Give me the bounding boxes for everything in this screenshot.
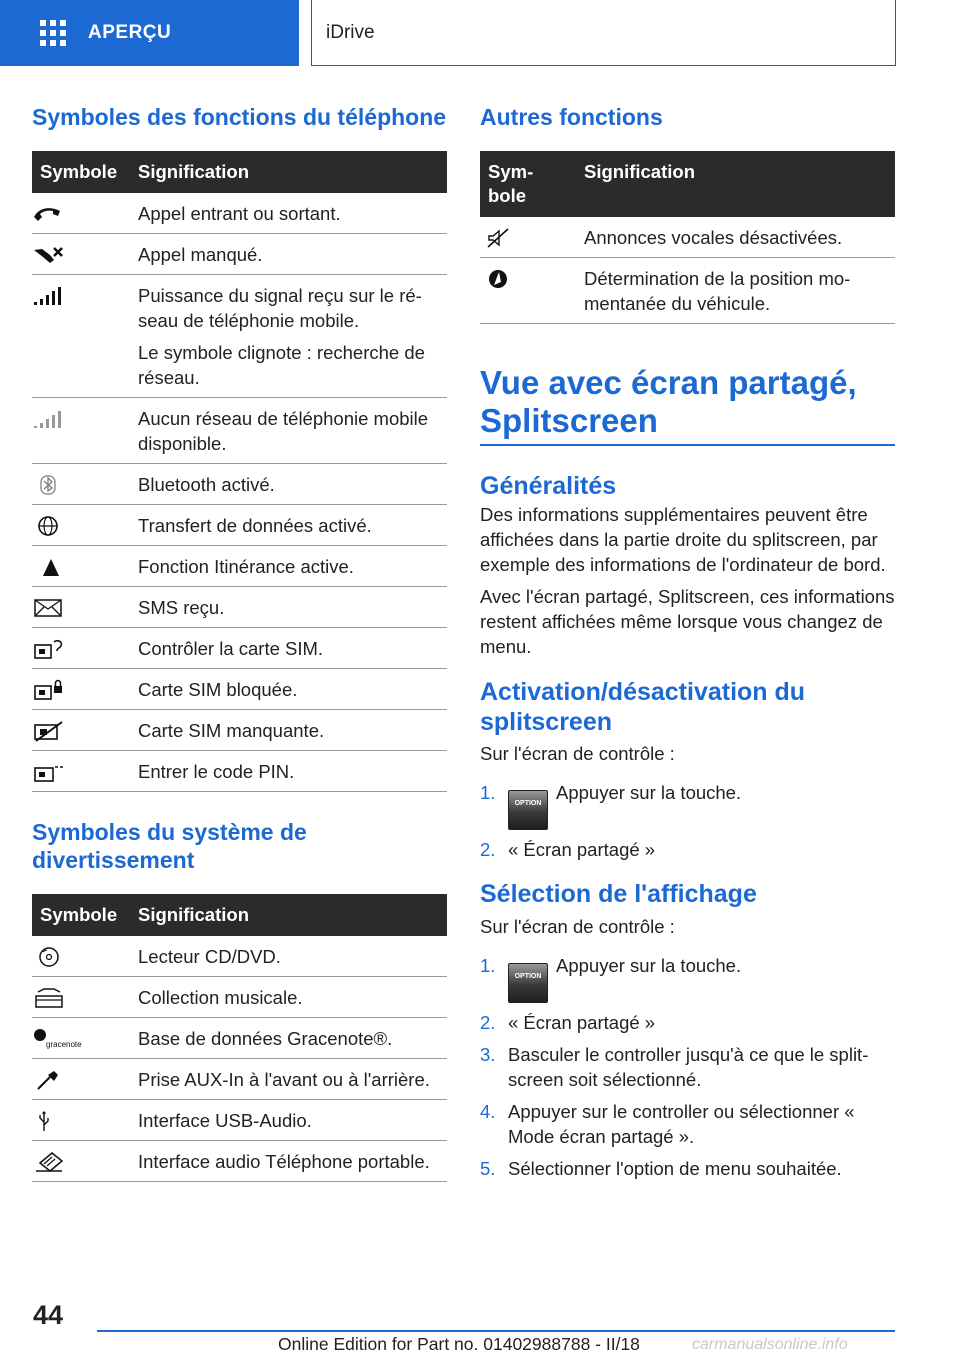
other-functions-heading: Autres fonctions	[480, 104, 663, 130]
table-row	[32, 1018, 447, 1059]
overview-tab-label: APERÇU	[88, 22, 172, 43]
row-text: Puissance du signal reçu sur le réseau de téléphonie mobile.	[138, 285, 422, 331]
other-functions-table	[480, 151, 895, 324]
row-text: Base de données Gracenote®.	[138, 1018, 447, 1059]
col-symbol-header: Symbole	[32, 151, 138, 193]
music-collection-icon	[32, 987, 66, 1009]
row-text: Entrer le code PIN.	[138, 751, 447, 792]
svg-text:gracenote: gracenote	[46, 1040, 82, 1049]
list-item: 2. « Écran partagé »	[480, 839, 656, 860]
table-row	[32, 1141, 447, 1182]
table-row	[32, 628, 447, 669]
col-meaning-header: Signification	[584, 151, 895, 217]
sim-locked-icon	[32, 679, 66, 701]
sim-check-icon	[32, 638, 66, 660]
phone-symbols-table	[32, 151, 447, 792]
activation-heading: Activation/désactivation du splitscreen	[480, 678, 806, 736]
row-text: Aucun réseau de téléphonie mobile disponible.	[138, 398, 447, 464]
watermark: carmanualsonline.info	[692, 1336, 848, 1353]
splitscreen-heading: Vue avec écran partagé, Splitscreen	[480, 364, 857, 439]
phone-symbols-heading: Symboles des fonctions du téléphone	[32, 104, 447, 130]
table-row	[480, 258, 895, 324]
list-item: 2. « Écran partagé »	[480, 1012, 656, 1033]
section-title: iDrive	[311, 0, 896, 66]
table-row	[32, 505, 447, 546]
table-row	[32, 936, 447, 977]
row-text: Carte SIM manquante.	[138, 710, 447, 751]
table-row	[32, 977, 447, 1018]
display-selection-heading: Sélection de l'affichage	[480, 880, 757, 908]
general-paragraph-1: Des informations supplémentaires peuvent être affichées dans la partie droite du splitscreen, par exemple des informations de l'ordinateur de bord.	[480, 504, 886, 575]
roaming-icon	[32, 556, 66, 578]
row-text: Bluetooth activé.	[138, 464, 447, 505]
pin-entry-icon	[32, 761, 66, 783]
activation-intro: Sur l'écran de contrôle :	[480, 743, 675, 764]
cd-dvd-icon	[32, 946, 66, 968]
option-button[interactable]: OPTION	[508, 790, 548, 830]
left-column	[32, 100, 447, 1182]
sim-missing-icon	[32, 720, 66, 742]
phone-audio-icon	[32, 1151, 66, 1173]
display-steps	[480, 953, 895, 1181]
entertainment-symbols-heading: Symboles du système de divertissement	[32, 819, 307, 873]
table-row	[32, 669, 447, 710]
signal-strength-icon	[32, 285, 66, 307]
entertainment-symbols-table	[32, 894, 447, 1182]
table-row	[32, 587, 447, 628]
col-meaning-header: Signification	[138, 894, 447, 936]
activation-steps	[480, 780, 895, 862]
bluetooth-icon	[32, 474, 66, 496]
table-row	[32, 1100, 447, 1141]
position-icon	[486, 268, 520, 290]
general-paragraph-2: Avec l'écran partagé, Splitscreen, ces informations restent affichées même lorsque vous changez de menu.	[480, 586, 895, 657]
right-column	[480, 100, 895, 1188]
gracenote-logo-icon	[32, 1028, 102, 1050]
no-network-icon	[32, 408, 66, 430]
option-button[interactable]: OPTION	[508, 963, 548, 1003]
data-transfer-icon	[32, 515, 66, 537]
voice-muted-icon	[486, 227, 520, 249]
table-row	[32, 464, 447, 505]
row-text: Carte SIM bloquée.	[138, 669, 447, 710]
overview-tab[interactable]	[0, 0, 299, 66]
aux-plug-icon	[32, 1069, 66, 1091]
row-text: Interface USB-Audio.	[138, 1100, 447, 1141]
list-item: 3. Basculer le controller jusqu'à ce que le splitscreen soit sélectionné.	[480, 1044, 869, 1090]
row-text: Lecteur CD/DVD.	[138, 936, 447, 977]
table-row	[32, 193, 447, 234]
table-row	[32, 546, 447, 587]
list-item: 4. Appuyer sur le controller ou sélectionner « Mode écran partagé ».	[480, 1101, 855, 1147]
sms-envelope-icon	[32, 597, 66, 619]
row-text: Appel entrant ou sortant.	[138, 193, 447, 234]
general-heading: Généralités	[480, 472, 617, 500]
row-text: Fonction Itinérance active.	[138, 546, 447, 587]
list-item: 5. Sélectionner l'option de menu souhaitée.	[480, 1158, 842, 1179]
table-row	[32, 234, 447, 275]
row-text: Prise AUX-In à l'avant ou à l'arrière.	[138, 1059, 447, 1100]
table-row	[32, 751, 447, 792]
row-text: Collection musicale.	[138, 977, 447, 1018]
row-text: Transfert de données activé.	[138, 505, 447, 546]
table-row	[480, 217, 895, 258]
table-row	[32, 710, 447, 751]
row-text: Appel manqué.	[138, 234, 447, 275]
missed-call-icon	[32, 244, 66, 266]
page-number: 44	[33, 1300, 64, 1330]
col-meaning-header: Signification	[138, 151, 447, 193]
row-text: Interface audio Téléphone portable.	[138, 1141, 447, 1182]
col-symbol-header: Sym- bole	[480, 151, 584, 217]
phone-handset-icon	[32, 203, 66, 225]
usb-icon	[32, 1110, 66, 1132]
list-item: 1. OPTIONAppuyer sur la touche.	[480, 953, 895, 1003]
row-text: SMS reçu.	[138, 587, 447, 628]
footer-rule	[97, 1330, 895, 1332]
list-item: 1. OPTIONAppuyer sur la touche.	[480, 780, 895, 830]
row-text: Annonces vocales désactivées.	[584, 217, 895, 258]
table-row	[32, 275, 447, 398]
page-header	[0, 0, 960, 66]
heading-rule	[480, 444, 895, 446]
table-row	[32, 398, 447, 464]
row-text: Contrôler la carte SIM.	[138, 628, 447, 669]
footer-edition: Online Edition for Part no. 01402988788 - II/18	[278, 1334, 640, 1354]
row-text-note: Le symbole clignote : recherche de réseau.	[138, 342, 425, 388]
grid-menu-icon	[40, 20, 66, 46]
display-intro: Sur l'écran de contrôle :	[480, 916, 675, 937]
row-text: Détermination de la position momentanée du véhicule.	[584, 258, 895, 324]
col-symbol-header: Symbole	[32, 894, 138, 936]
table-row	[32, 1059, 447, 1100]
